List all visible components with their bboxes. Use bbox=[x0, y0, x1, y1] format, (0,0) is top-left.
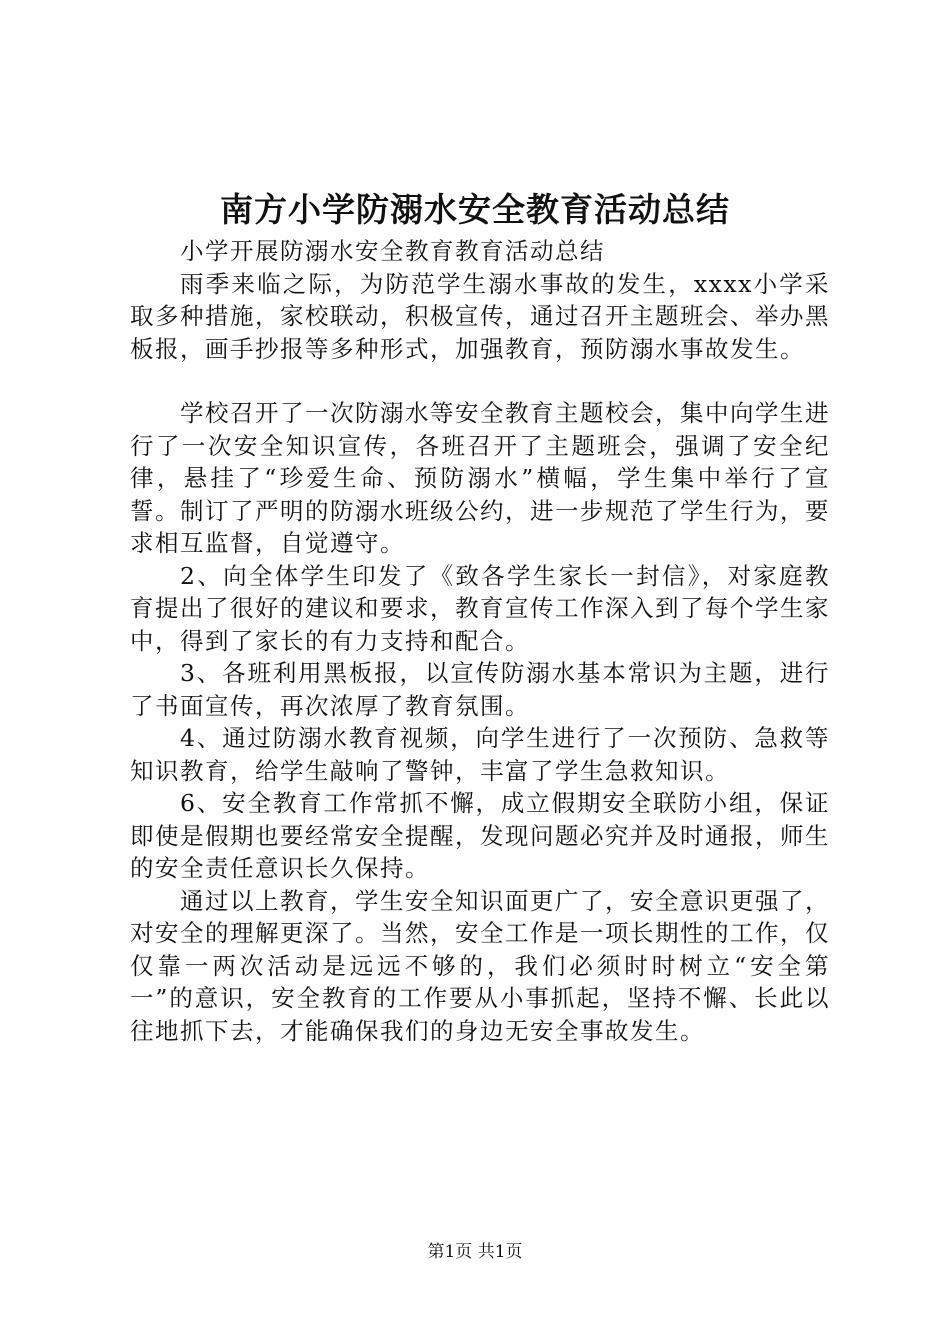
blackboard-paragraph: 3、各班利用黑板报，以宣传防溺水基本常识为主题，进行了书面宣传，再次浓厚了教育氛围。 bbox=[130, 659, 830, 720]
video-education-paragraph: 4、通过防溺水教育视频，向学生进行了一次预防、急救等知识教育，给学生敲响了警钟，丰富了学生急救知识。 bbox=[130, 724, 830, 785]
conclusion-paragraph: 通过以上教育，学生安全知识面更广了，安全意识更强了，对安全的理解更深了。当然，安全工作是一项长期性的工作，仅仅靠一两次活动是远远不够的，我们必须时时树立“安全第一”的意识，安全教育的工作要从小事抓起，坚持不懈、长此以往地抓下去，才能确保我们的身边无安全事故发生。 bbox=[130, 886, 830, 1045]
paragraph-spacer bbox=[130, 365, 830, 397]
subtitle-paragraph: 小学开展防溺水安全教育教育活动总结 bbox=[180, 237, 605, 265]
school-assembly-paragraph: 学校召开了一次防溺水等安全教育主题校会，集中向学生进行了一次安全知识宣传，各班召开了主题班会，强调了安全纪律，悬挂了“珍爱生命、预防溺水”横幅，学生集中举行了宣誓。制订了严明的防溺水班级公约，进一步规范了学生行为，要求相互监督，自觉遵守。 bbox=[130, 399, 830, 557]
intro-paragraph: 雨季来临之际，为防范学生溺水事故的发生，xxxx小学采取多种措施，家校联动，积极宣传，通过召开主题班会、举办黑板报，画手抄报等多种形式，加强教育，预防溺水事故发生。 bbox=[130, 269, 830, 363]
document-title: 南方小学防溺水安全教育活动总结 bbox=[220, 190, 730, 229]
holiday-safety-paragraph: 6、安全教育工作常抓不懈，成立假期安全联防小组，保证即使是假期也要经常安全提醒，发现问题必究并及时通报，师生的安全责任意识长久保持。 bbox=[130, 789, 830, 882]
parent-letter-paragraph: 2、向全体学生印发了《致各学生家长一封信》，对家庭教育提出了很好的建议和要求，教育宣传工作深入到了每个学生家中，得到了家长的有力支持和配合。 bbox=[130, 561, 830, 655]
document-body bbox=[130, 235, 830, 1047]
page-number-footer: 第1页 共1页 bbox=[427, 1242, 523, 1262]
